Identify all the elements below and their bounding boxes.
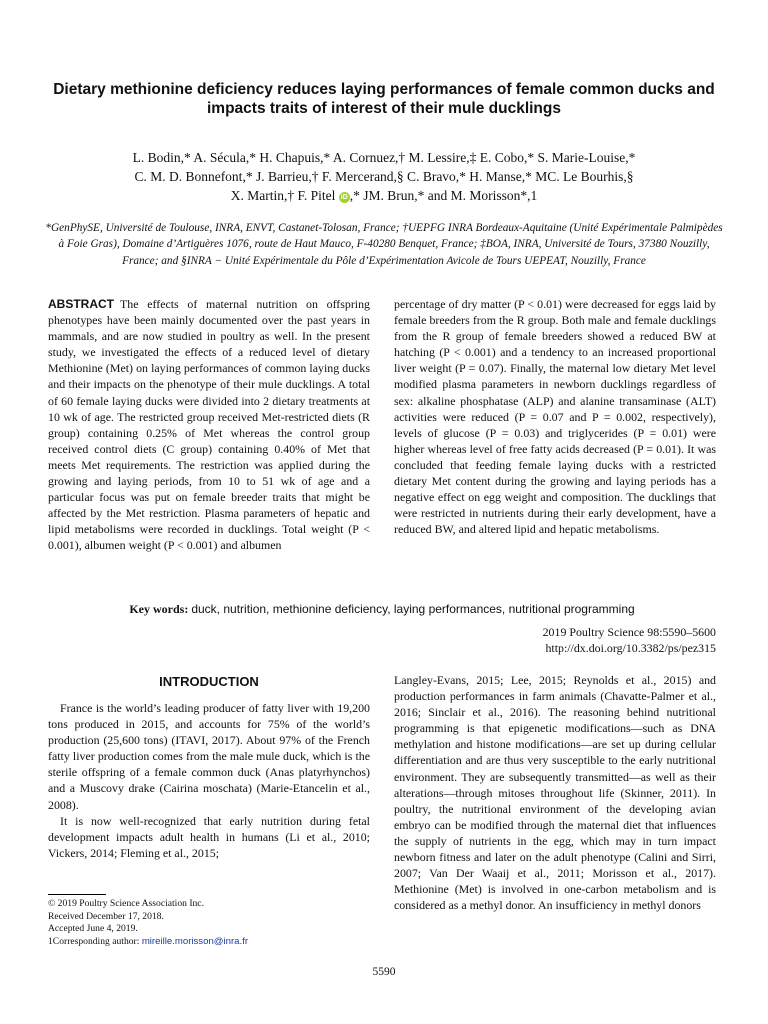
page-number: 5590 xyxy=(372,966,396,978)
intro-paragraph-1: France is the world’s leading producer of fatty liver with 19,200 tons produced in 2015, and accounts for 75% of the world’s production (25,600 tons) (ITAVI, 2017). About 97% of the French fatty liver production comes from the male mule duck, which is the sterile offspring of a female common duck (Anas platyrhynchos) and a Muscovy drake (Cairina moschata) (Marie-Etancelin et al., 2008). xyxy=(48,701,370,812)
footnotes xyxy=(48,898,370,948)
introduction-left-column xyxy=(48,700,370,861)
keywords-text: duck, nutrition, methionine deficiency, laying performances, nutritional programming xyxy=(191,602,635,616)
abstract-right-column: percentage of dry matter (P < 0.01) were decreased for eggs laid by female breeders from the R group. Both male and female ducklings from the R group of female breeders showed a reduced BW at hatching (P < 0.001) and a tendency to an increased proportional liver weight (P = 0.07). Finally, the maternal low dietary Met level modified plasma parameters in newborn ducklings regardless of sex: alkaline phosphatase (ALP) and alanine transaminase (ALT) activities were reduced (P = 0.07 and P = 0.002, respectively), levels of glucose (P = 0.03) and triglycerides (P = 0.01) were higher whereas level of free fatty acids decreased (P = 0.01). It was concluded that feeding female laying ducks with a restricted dietary Met content during the growing and laying periods has a negative effect on egg weight and composition. The ducklings that were restricted in nutrients during their early development, have a reduced BW, and altered lipid and hepatic metabolisms. xyxy=(394,297,716,537)
citation xyxy=(380,624,716,657)
keywords-label: Key words: xyxy=(129,602,189,616)
accepted-date: Accepted June 4, 2019. xyxy=(48,923,138,935)
keywords xyxy=(48,602,716,617)
author-line-2: C. M. D. Bonnefont,* J. Barrieu,† F. Mercerand,§ C. Bravo,* H. Manse,* MC. Le Bourhis,§ xyxy=(134,169,634,184)
corresponding-author xyxy=(48,936,370,949)
author-line-3b: ,* JM. Brun,* and M. Morisson*,1 xyxy=(349,188,538,203)
doi-link[interactable]: http://dx.doi.org/10.3382/ps/pez315 xyxy=(545,641,716,656)
copyright-line: © 2019 Poultry Science Association Inc. xyxy=(48,898,204,909)
footnote-rule xyxy=(48,894,106,895)
corresponding-label: 1Corresponding author: xyxy=(48,935,140,947)
orcid-icon[interactable]: iD xyxy=(340,194,348,201)
introduction-heading: INTRODUCTION xyxy=(159,674,259,689)
received-date: Received December 17, 2018. xyxy=(48,910,164,922)
introduction-right-column: Langley-Evans, 2015; Lee, 2015; Reynolds et al., 2015) and production performances in farm animals (Chavatte-Palmer et al., 2016; Sinclair et al., 2016). The reasoning behind nutritional programming is that epigenetic modifications—such as DNA methylation and histone modifications—are set up during cellular differentiation and are thus very susceptible to the early nutritional environment. They are subsequently transmitted—as well as their alterations—through mitoses throughout life (Skinner, 2011). In poultry, the nutritional environment of the developing avian embryo can be modified through the maternal diet that influences the supply of nutrients in the egg, which may in turn impact newborn fitness and later on the adult phenotype (Calini and Sirri, 2007; Van Der Waaij et al., 2011; Morisson et al., 2017). Methionine (Met) is involved in one-carbon metabolism and is considered as a methyl donor. An insufficiency in methyl donors xyxy=(394,673,716,913)
author-line-3 xyxy=(30,186,738,205)
affiliations: *GenPhySE, Université de Toulouse, INRA, ENVT, Castanet-Tolosan, France; †UEPFG INRA Bordeaux-Aquitaine (Unité Expérimentale Palmipèdes à Foie Gras), Domaine d’Artiguères 1076, route de Haut Mauco, F-40280 Benquet, France; ‡BOA, INRA, Université de Tours, 37380 Nouzilly, France; and §INRA − Unité Expérimentale du Pôle d’Expérimentation Avicole de Tours UEPEAT, Nouzilly, France xyxy=(45,222,723,267)
intro-paragraph-2: It is now well-recognized that early nutrition during fetal development impacts adult health in humans (Li et al., 2010; Vickers, 2014; Fleming et al., 2015; xyxy=(48,813,370,860)
author-line-3a: X. Martin,† F. Pitel xyxy=(230,188,336,203)
corresponding-email-link[interactable]: mireille.morisson@inra.fr xyxy=(141,935,249,947)
article-title: Dietary methionine deficiency reduces laying performances of female common ducks and impacts traits of interest of their mule ducklings xyxy=(53,81,715,117)
author-list xyxy=(30,148,738,205)
author-line-1: L. Bodin,* A. Sécula,* H. Chapuis,* A. Cornuez,† M. Lessire,‡ E. Cobo,* S. Marie-Louise,* xyxy=(132,150,636,165)
journal-citation: 2019 Poultry Science 98:5590–5600 xyxy=(542,625,716,639)
abstract-text-left: The effects of maternal nutrition on offspring phenotypes have been mainly documented over the past years in mammals, and are now studied in poultry as well. In the present study, we investigated the effects of a reduced level of dietary Methionine (Met) on laying performances of common laying ducks and their impacts on the phenotype of their mule ducklings. A total of 60 female laying ducks were divided into 2 dietary treatments at 10 wk of age. The restricted group received Met-restricted diets (R group) containing 0.25% of Met whereas the control group received control diets (C group) containing 0.40% of Met that meets Met requirements. The restriction was applied during the growing and laying periods, from 10 to 51 wk of age and a particular focus was put on female breeder traits that might be affected by the Met restriction. Plasma parameters of hepatic and lipid metabolisms were recorded in ducklings. Total weight (P < 0.001), albumen weight (P < 0.001) and albumen xyxy=(48,297,370,553)
abstract-heading: ABSTRACT xyxy=(48,297,114,311)
abstract-left-column xyxy=(48,296,370,554)
